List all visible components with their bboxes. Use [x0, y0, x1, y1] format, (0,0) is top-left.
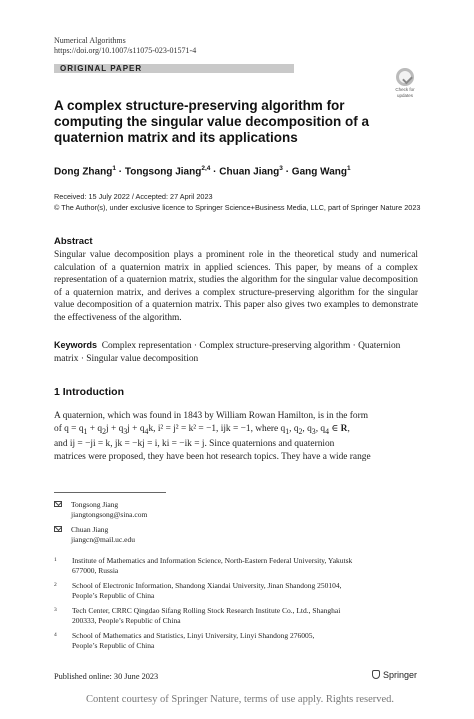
abstract-body: Singular value decomposition plays a prominent role in the theoretical study and numerical calculation of a quaternion matrix in applied sciences. This paper, by means of a complex representation of a quaternion matrix, studies the algorithm for the singular value decomposition of a quaternion matrix, and derives a complex structure-preserving algorithm for the singular value decomposition of a quaternion matrix. This paper also gives two examples to demonstrate the effectiveness of the algorithm.	[54, 250, 418, 323]
author-separator: ·	[285, 166, 292, 178]
correspondence-entry	[54, 500, 254, 520]
article-type-label: ORIGINAL PAPER	[60, 64, 143, 73]
author-affiliation-ref: 1	[112, 165, 116, 172]
published-date: Published online: 30 June 2023	[54, 672, 159, 681]
badge-line2: updates	[396, 93, 413, 98]
courtesy-notice: Content courtesy of Springer Nature, terms of use apply. Rights reserved.	[85, 694, 395, 705]
badge-line1: Check for	[395, 87, 415, 92]
author-list	[54, 163, 351, 178]
journal-name: Numerical Algorithms	[54, 36, 126, 45]
affiliation-number: 4	[54, 632, 57, 638]
envelope-icon	[54, 526, 62, 532]
paper-title: A complex structure-preserving algorithm for computing the singular value decomposition of a quaternion matrix and its applications	[54, 98, 370, 145]
author-separator: ·	[118, 166, 125, 178]
intro-line-3: and ij = −ji = k, jk = −kj = i, ki = −ik = j. Since quaternions and quaternion	[54, 439, 335, 450]
intro-line-2: of $q = q_1 + q_2j + q_3j + q_4k$, i² = j² = k² = −1, ijk = −1, where $q_1$, $q_2$, $q_3$, $q_4$ ∈ R,	[54, 423, 350, 436]
keywords	[54, 339, 418, 365]
intro-line-4: matrices were proposed, they have been hot research topics. They have a wide range	[54, 451, 371, 462]
check-updates-icon	[396, 68, 414, 86]
correspondent-email[interactable]: jiangcn@mail.uc.edu	[71, 534, 135, 544]
author-name[interactable]: Tongsong Jiang	[124, 166, 202, 178]
keywords-text: Complex representation · Complex structure-preserving algorithm · Quaternion matrix · Singular value decomposition	[54, 341, 401, 364]
author-affiliation-ref: 3	[279, 165, 283, 172]
author-affiliation-ref: 2,4	[201, 165, 211, 172]
check-for-updates-badge[interactable]	[390, 68, 420, 102]
correspondence-entry	[54, 525, 254, 545]
author-name[interactable]: Dong Zhang	[54, 166, 113, 178]
affiliation-number: 2	[54, 582, 57, 588]
affiliation-item: 1 Institute of Mathematics and Information Science, North-Eastern Federal University, Yakutsk 677000, Russia	[54, 556, 353, 575]
journal-header	[54, 36, 196, 56]
affiliation-number: 3	[54, 607, 57, 613]
abstract-heading: Abstract	[54, 236, 93, 247]
affiliation-item: 4 School of Mathematics and Statistics, Linyi University, Linyi Shandong 276005, People’s Republic of China	[54, 631, 315, 650]
article-dates	[54, 191, 420, 213]
correspondent-name: Tongsong Jiang	[71, 500, 119, 509]
intro-line-1: A quaternion, which was found in 1843 by William Rowan Hamilton, is in the form	[54, 411, 368, 421]
section-heading-introduction: 1 Introduction	[54, 386, 124, 398]
affiliation-number: 1	[54, 557, 57, 563]
correspondent-email[interactable]: jiangtongsong@sina.com	[71, 509, 148, 519]
author-separator: ·	[213, 166, 220, 178]
author-name[interactable]: Gang Wang	[291, 166, 347, 178]
envelope-icon	[54, 501, 62, 507]
introduction-text	[54, 410, 420, 463]
copyright-line: © The Author(s), under exclusive licence to Springer Science+Business Media, LLC, part of Springer Nature 2023	[54, 203, 421, 212]
springer-logo	[372, 670, 417, 680]
affiliation-item: 3 Tech Center, CRRC Qingdao Sifang Rolling Stock Research Institute Co., Ltd., Shanghai 200333, People’s Republic of China	[54, 606, 341, 625]
author-name[interactable]: Chuan Jiang	[219, 166, 280, 178]
affiliation-item: 2 School of Electronic Information, Shandong Xiandai University, Jinan Shandong 250104, People’s Republic of China	[54, 581, 342, 600]
keywords-label: Keywords	[54, 340, 98, 350]
correspondent-name: Chuan Jiang	[71, 525, 109, 534]
received-accepted: Received: 15 July 2022 / Accepted: 27 April 2023	[54, 192, 213, 201]
footnote-divider	[54, 492, 166, 493]
doi-link[interactable]: https://doi.org/10.1007/s11075-023-01571-4	[54, 46, 197, 55]
author-affiliation-ref: 1	[346, 165, 351, 172]
springer-horse-icon	[372, 670, 380, 679]
publisher-name: Springer	[383, 670, 418, 680]
